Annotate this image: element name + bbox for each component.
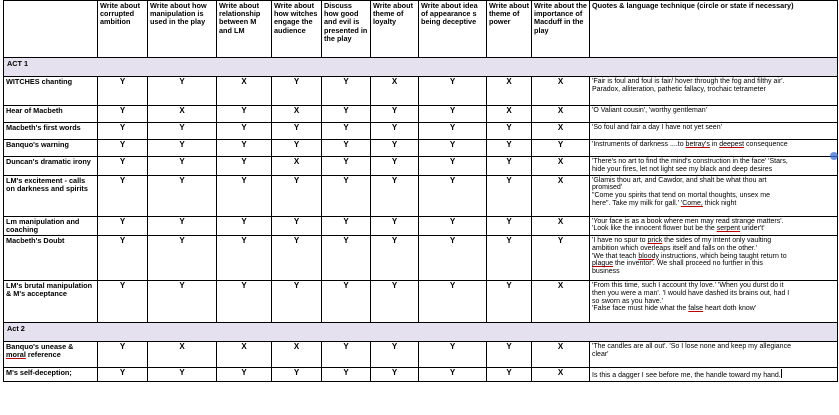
quote-line: 'The candles are all out'. 'So I lose none and keep my allegiance [592,343,791,350]
header-corrupted-ambition: Write about corrupted ambition [98,1,148,58]
table-row [4,140,838,157]
theme-mark-cell: Y [148,236,217,281]
section-header-act-2 [4,323,838,342]
theme-mark-cell: Y [272,216,322,235]
theme-mark-cell: Y [98,216,148,235]
theme-mark-cell: Y [217,368,272,382]
theme-mark-cell: Y [322,123,371,140]
macbeth-planning-table [3,0,838,382]
header-loyalty: Write about theme of loyalty [371,1,419,58]
theme-mark-cell: Y [371,342,419,368]
text-cursor [781,369,782,378]
theme-mark-cell: Y [98,140,148,157]
header-power: Write about theme of power [487,1,532,58]
quote-line: "Come you spirits that tend on mortal thoughts, unsex me [592,192,770,200]
theme-mark-cell: Y [217,140,272,157]
theme-mark-cell: Y [148,216,217,235]
theme-mark-cell: Y [371,175,419,216]
theme-mark-cell: Y [217,123,272,140]
theme-mark-cell: X [487,106,532,123]
scene-label: Lm manipulation and coaching [4,216,98,235]
header-row [4,1,838,58]
theme-mark-cell: Y [98,77,148,106]
quote-line: 'I have no spur to prick the sides of my intent only vaulting [592,237,772,244]
quote-line: 'We that teach bloody instructions, which being taught return to [592,252,787,260]
quote-line: plague the inventor'. We shall proceed no further in this [592,260,763,268]
scene-label: Macbeth's Doubt [4,236,98,281]
theme-mark-cell: Y [532,236,590,281]
theme-mark-cell: Y [217,106,272,123]
table-row [4,123,838,140]
theme-mark-cell: Y [98,368,148,382]
theme-mark-cell: Y [487,216,532,235]
scene-label: LM's brutal manipulation & M's acceptance [4,281,98,323]
header-witches: Write about how witches engage the audience [272,1,322,58]
theme-mark-cell: Y [217,157,272,176]
theme-mark-cell: Y [148,281,217,323]
quote-cell [590,106,838,123]
header-blank [4,1,98,58]
theme-mark-cell: Y [487,123,532,140]
table-row [4,281,838,323]
theme-mark-cell: Y [217,175,272,216]
theme-mark-cell: Y [419,175,487,216]
theme-mark-cell: Y [148,77,217,106]
quote-line: 'Your face is as a book where men may read strange matters'. [592,217,784,225]
scene-label: M's self-deception; [4,368,98,382]
theme-mark-cell: Y [487,140,532,157]
theme-mark-cell: Y [419,140,487,157]
quote-line: hide your fires, let not light see my black and deep desires [592,165,773,173]
theme-mark-cell: X [532,175,590,216]
table-row [4,77,838,106]
theme-mark-cell: X [532,368,590,382]
theme-mark-cell: Y [148,123,217,140]
scene-label: Macbeth's first words [4,123,98,140]
theme-mark-cell: Y [98,157,148,176]
section-header-act-1 [4,58,838,77]
theme-mark-cell: Y [272,236,322,281]
theme-mark-cell: Y [217,281,272,323]
theme-mark-cell: Y [322,140,371,157]
theme-mark-cell: Y [371,140,419,157]
theme-mark-cell: X [532,216,590,235]
quote-cell [590,342,838,368]
theme-mark-cell: X [272,342,322,368]
scroll-position-dot[interactable] [830,152,838,160]
theme-mark-cell: Y [371,236,419,281]
theme-mark-cell: Y [371,106,419,123]
theme-mark-cell: X [532,123,590,140]
header-macduff: Write about the importance of Macduff in the play [532,1,590,58]
header-good-evil: Discuss how good and evil is presented in the play [322,1,371,58]
scene-label: Duncan's dramatic irony [4,157,98,176]
quote-line: 'So foul and fair a day I have not yet seen' [592,124,722,131]
quote-cell [590,236,838,281]
theme-mark-cell: X [272,157,322,176]
theme-mark-cell: X [532,106,590,123]
theme-mark-cell: Y [419,281,487,323]
theme-mark-cell: Y [322,236,371,281]
theme-mark-cell: X [487,77,532,106]
theme-mark-cell: Y [371,157,419,176]
header-quotes: Quotes & language technique (circle or state if necessary) [590,1,838,58]
quote-line: so sworn as you have.' [592,297,663,305]
theme-mark-cell: Y [322,342,371,368]
theme-mark-cell: Y [148,368,217,382]
scene-label: WITCHES chanting [4,77,98,106]
theme-mark-cell: Y [371,368,419,382]
theme-mark-cell: Y [98,175,148,216]
quote-line: 'Glamis thou art, and Cawdor, and shalt be what thou art [592,176,767,184]
quote-line: 'False face must hide what the false heart doth know' [592,305,757,313]
theme-mark-cell: Y [419,106,487,123]
theme-mark-cell: Y [419,77,487,106]
quote-line: 'Instruments of darkness ....to betray's in deepest consequence [592,141,788,148]
table-row [4,157,838,176]
theme-mark-cell: Y [487,281,532,323]
scene-label: Banquo's warning [4,140,98,157]
theme-mark-cell: Y [419,123,487,140]
quote-line: promised' [592,184,623,192]
quote-cell [590,123,838,140]
theme-mark-cell: X [217,342,272,368]
table-row [4,236,838,281]
theme-mark-cell: Y [322,77,371,106]
theme-mark-cell: Y [98,281,148,323]
quote-line: 'From this time, such I account thy love.' 'When you durst do it [592,282,784,289]
quote-line: 'There's no art to find the mind's construction in the face' 'Stars, [592,158,788,165]
quote-line: 'Fair is foul and foul is fair/ hover through the fog and filthy air'. [592,78,785,85]
theme-mark-cell: Y [148,175,217,216]
theme-mark-cell: Y [98,123,148,140]
quote-line: clear' [592,350,609,358]
section-title: Act 2 [4,323,838,342]
theme-mark-cell: Y [532,140,590,157]
theme-mark-cell: Y [419,216,487,235]
theme-mark-cell: X [532,157,590,176]
theme-mark-cell: X [371,77,419,106]
theme-mark-cell: Y [322,175,371,216]
table-row [4,216,838,235]
theme-mark-cell: Y [322,368,371,382]
theme-mark-cell: Y [419,368,487,382]
theme-mark-cell: Y [487,175,532,216]
theme-mark-cell: X [217,77,272,106]
table-row [4,175,838,216]
theme-mark-cell: Y [371,216,419,235]
theme-mark-cell: Y [148,157,217,176]
quote-line: Is this a dagger I see before me, the handle toward my hand. [592,369,835,380]
quote-line: 'O Valiant cousin', 'worthy gentleman' [592,107,707,114]
theme-mark-cell: Y [272,123,322,140]
quote-line: business [592,268,620,276]
scene-label: Banquo's unease & moral reference [4,342,98,368]
theme-mark-cell: Y [419,342,487,368]
theme-mark-cell: Y [272,140,322,157]
theme-mark-cell: Y [98,106,148,123]
theme-mark-cell: Y [419,236,487,281]
quote-line: here". Take my milk for gall.' 'Come, thick night [592,200,737,208]
theme-mark-cell: Y [272,175,322,216]
theme-mark-cell: Y [272,77,322,106]
theme-mark-cell: Y [272,281,322,323]
quote-line: 'Look like the innocent flower but be the serpent under't' [592,225,765,233]
quote-cell [590,140,838,157]
theme-mark-cell: Y [487,157,532,176]
theme-mark-cell: Y [487,368,532,382]
theme-mark-cell: X [532,77,590,106]
theme-mark-cell: Y [322,106,371,123]
theme-mark-cell: Y [98,236,148,281]
theme-mark-cell: X [532,342,590,368]
quote-cell [590,368,838,382]
theme-mark-cell: X [148,106,217,123]
theme-mark-cell: Y [371,123,419,140]
header-relationship: Write about relationship between M and LM [217,1,272,58]
theme-mark-cell: X [532,281,590,323]
theme-mark-cell: Y [419,157,487,176]
theme-mark-cell: Y [98,342,148,368]
quote-line: ambition which overleaps itself and falls on the other.' [592,244,758,252]
quote-cell [590,77,838,106]
table-row [4,342,838,368]
theme-mark-cell: Y [322,216,371,235]
theme-mark-cell: Y [371,281,419,323]
theme-mark-cell: X [272,106,322,123]
theme-mark-cell: Y [322,281,371,323]
theme-mark-cell: Y [217,216,272,235]
quote-line: Paradox, alliteration, pathetic fallacy, trochaic tetrameter [592,85,766,93]
theme-mark-cell: Y [487,342,532,368]
quote-cell [590,281,838,323]
quote-cell [590,175,838,216]
header-appearances: Write about idea of appearance s being deceptive [419,1,487,58]
theme-mark-cell: Y [272,368,322,382]
theme-mark-cell: Y [322,157,371,176]
theme-mark-cell: Y [148,140,217,157]
quote-cell [590,157,838,176]
theme-mark-cell: X [148,342,217,368]
theme-mark-cell: Y [487,236,532,281]
theme-mark-cell: Y [217,236,272,281]
quote-cell [590,216,838,235]
table-row [4,368,838,382]
scene-label: LM's excitement - calls on darkness and spirits [4,175,98,216]
header-manipulation: Write about how manipulation is used in the play [148,1,217,58]
scene-label: Hear of Macbeth [4,106,98,123]
quote-line: then you were a man'. 'I would have dashed its brains out, had I [592,289,790,297]
table-row [4,106,838,123]
section-title: ACT 1 [4,58,838,77]
